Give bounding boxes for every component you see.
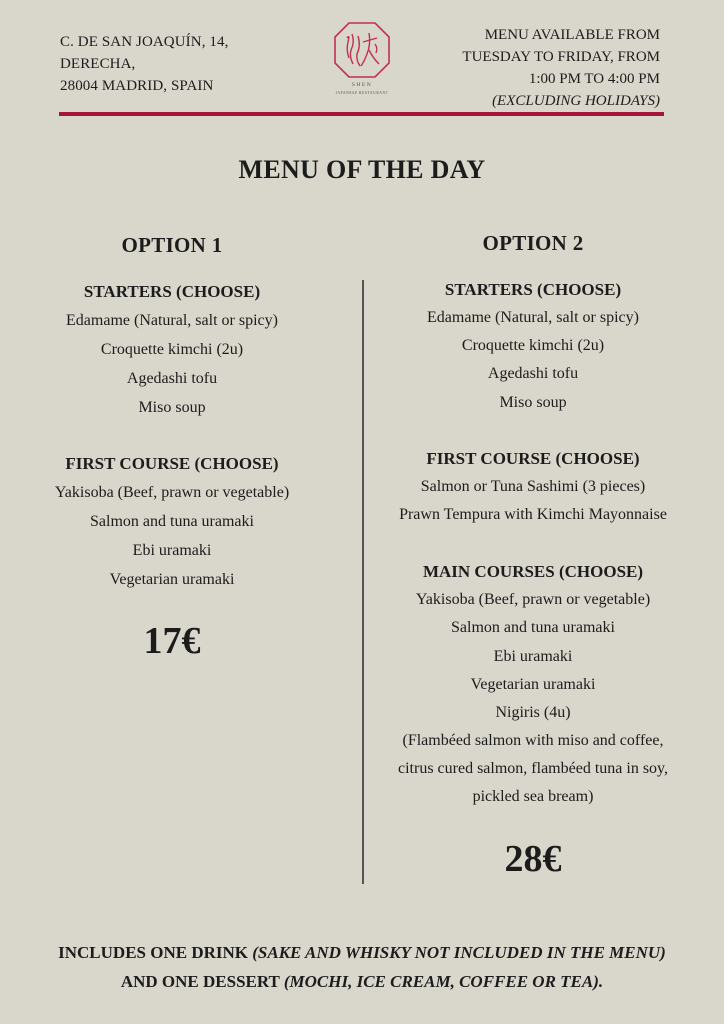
- option-2-column: [382, 228, 684, 884]
- column-divider: [362, 280, 364, 884]
- shen-octagon-seal-icon: [331, 20, 393, 98]
- menu-item: Agedashi tofu: [487, 365, 579, 383]
- availability-note: (EXCLUDING HOLIDAYS): [492, 93, 660, 109]
- option-title: OPTION 2: [482, 231, 584, 255]
- svg-text:SHEN: SHEN: [351, 82, 373, 88]
- menu-item: Miso soup: [499, 393, 567, 411]
- footer-dessert-note: (MOCHI, ICE CREAM, COFFEE OR TEA).: [283, 972, 604, 991]
- option-1-column: [22, 230, 322, 666]
- menu-item: Vegetarian uramaki: [109, 571, 235, 588]
- availability-line: TUESDAY TO FRIDAY, FROM: [462, 49, 660, 65]
- menu-item: Salmon and tuna uramaki: [451, 619, 615, 637]
- section-heading: STARTERS (CHOOSE): [444, 280, 622, 299]
- price: 17€: [143, 620, 201, 662]
- menu-item: Salmon and tuna uramaki: [90, 513, 254, 530]
- menu-item-note: pickled sea bream): [472, 788, 594, 806]
- availability-notice: [462, 24, 660, 112]
- footer-text: AND ONE DESSERT: [120, 972, 284, 991]
- menu-item: Vegetarian uramaki: [470, 675, 596, 693]
- header-rule: [59, 112, 664, 116]
- footer-text: INCLUDES ONE DRINK: [58, 943, 253, 962]
- section-heading: FIRST COURSE (CHOOSE): [426, 448, 640, 468]
- menu-item: Croquette kimchi (2u): [461, 337, 605, 355]
- address-line: DERECHA,: [60, 56, 136, 72]
- section-heading: STARTERS (CHOOSE): [83, 282, 261, 301]
- menu-item: Prawn Tempura with Kimchi Mayonnaise: [399, 505, 667, 523]
- restaurant-address: [60, 31, 228, 97]
- menu-item: Edamame (Natural, salt or spicy): [427, 309, 639, 326]
- svg-text:JAPANESE RESTAURANT: JAPANESE RESTAURANT: [335, 91, 389, 95]
- address-line: 28004 MADRID, SPAIN: [60, 78, 214, 94]
- menu-item: Salmon or Tuna Sashimi (3 pieces): [420, 477, 646, 495]
- menu-item: Ebi uramaki: [132, 542, 212, 559]
- menu-item: Nigiris (4u): [495, 703, 571, 721]
- section-heading: MAIN COURSES (CHOOSE): [422, 562, 644, 582]
- menu-item: Ebi uramaki: [493, 647, 573, 665]
- menu-item: Yakisoba (Beef, prawn or vegetable): [415, 591, 651, 609]
- footer-drink-note: (SAKE AND WHISKY NOT INCLUDED IN THE MENU): [252, 943, 666, 962]
- menu-item-note: (Flambéed salmon with miso and coffee,: [402, 732, 664, 750]
- restaurant-logo: [331, 20, 393, 98]
- menu-item: Croquette kimchi (2u): [100, 341, 244, 358]
- address-line: C. DE SAN JOAQUÍN, 14,: [60, 34, 229, 50]
- availability-line: 1:00 PM TO 4:00 PM: [528, 71, 660, 87]
- menu-item-note: citrus cured salmon, flambéed tuna in soy,: [398, 760, 668, 778]
- price: 28€: [504, 837, 562, 880]
- menu-item: Agedashi tofu: [126, 370, 218, 387]
- menu-item: Edamame (Natural, salt or spicy): [66, 312, 278, 329]
- page-title: MENU OF THE DAY: [238, 155, 486, 184]
- menu-item: Miso soup: [138, 399, 206, 416]
- section-heading: FIRST COURSE (CHOOSE): [65, 454, 279, 473]
- option-title: OPTION 1: [121, 233, 223, 257]
- menu-item: Yakisoba (Beef, prawn or vegetable): [54, 484, 290, 501]
- footer-note: [40, 938, 684, 996]
- availability-line: MENU AVAILABLE FROM: [484, 27, 660, 43]
